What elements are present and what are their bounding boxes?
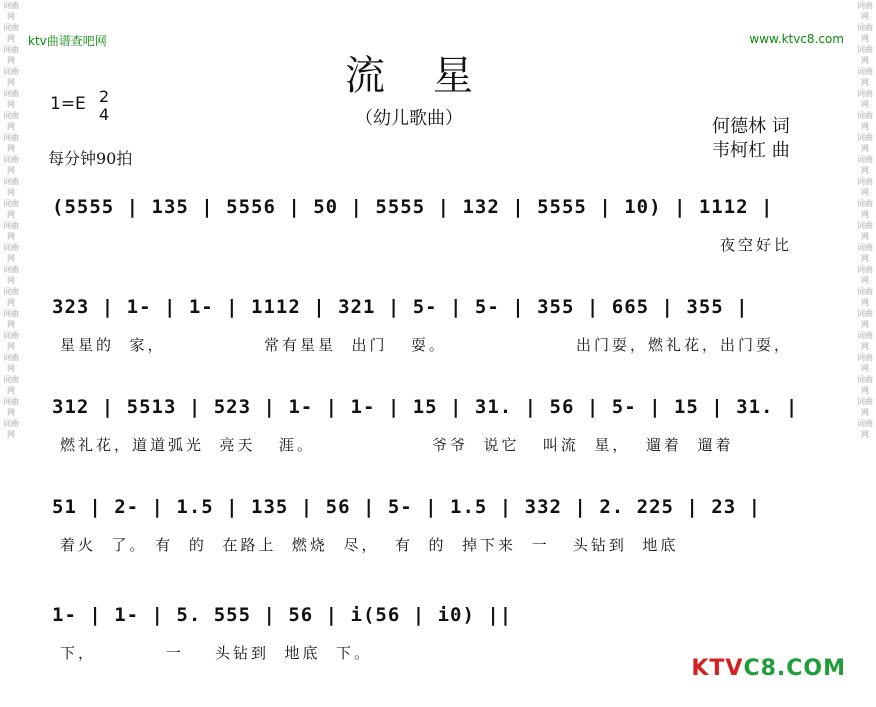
lyrics-row-4: 着火 了。 有 的 在路上 燃烧 尽， 有 的 掉下来 一 头钻到 地底: [60, 536, 679, 554]
site-url-right[interactable]: www.ktvc8.com: [749, 32, 844, 46]
site-logo[interactable]: [691, 656, 846, 681]
tempo-marking: 每分钟90拍: [48, 149, 133, 168]
lyrics-row-5: 下， 一 头钻到 地底 下。: [60, 644, 373, 662]
lyrics-row-3b: 爷爷 说它 叫流 星， 遛着 遛着: [432, 436, 734, 454]
lyricist-credit: 何德林 词: [712, 116, 790, 137]
lyrics-row-3a: 燃礼花，道道弧光 亮天 涯。: [60, 436, 315, 454]
staff-row-2: [40, 296, 830, 356]
staff-row-4: [40, 496, 830, 556]
composer-credit: 韦柯杠 曲: [712, 140, 790, 161]
side-watermark-right: 词曲网 词曲网 词曲网 词曲网 词曲网 词曲网 词曲网 词曲网 词曲网 词曲网 词曲网 词曲网 词曲网 词曲网 词曲网 词曲网 词曲网 词曲网 词曲网 词曲网: [857, 1, 873, 439]
lyrics-row-2b: 常有星星 出门 耍。: [264, 336, 447, 354]
time-top: 2: [99, 87, 110, 106]
lyrics-row-1: 夜空好比: [720, 236, 793, 254]
side-watermark-left: 词曲网 词曲网 词曲网 词曲网 词曲网 词曲网 词曲网 词曲网 词曲网 词曲网 词曲网 词曲网 词曲网 词曲网 词曲网 词曲网 词曲网 词曲网 词曲网 词曲网: [3, 1, 19, 439]
notes-row-2: 323 | 1- | 1- | 1112 | 321 | 5- | 5- | 355 | 665 | 355 |: [52, 296, 749, 318]
time-bottom: 4: [99, 105, 110, 124]
logo-part-c8: C8.COM: [743, 656, 846, 681]
staff-row-1: [40, 196, 830, 256]
key-signature: 1=E: [50, 94, 86, 114]
site-name-left[interactable]: ktv曲谱查吧网: [28, 34, 107, 48]
song-subtitle: （幼儿歌曲）: [355, 108, 463, 129]
song-title: 流星: [345, 53, 521, 99]
notes-row-1: (5555 | 135 | 5556 | 50 | 5555 | 132 | 5555 | 10) | 1112 |: [52, 196, 774, 218]
notes-row-4: 51 | 2- | 1.5 | 135 | 56 | 5- | 1.5 | 332 | 2. 225 | 23 |: [52, 496, 762, 518]
time-signature: [99, 88, 109, 124]
lyrics-row-2a: 星星的 家，: [60, 336, 166, 354]
logo-part-ktv: KTV: [691, 656, 744, 681]
lyrics-row-2c: 出门耍，燃礼花，出门耍，: [576, 336, 793, 354]
notes-row-5: 1- | 1- | 5. 555 | 56 | i(56 | i0) ||: [52, 604, 513, 626]
staff-row-5: [40, 604, 830, 664]
notes-row-3: 312 | 5513 | 523 | 1- | 1- | 15 | 31. | 56 | 5- | 15 | 31. |: [52, 396, 799, 418]
staff-row-3: [40, 396, 830, 456]
